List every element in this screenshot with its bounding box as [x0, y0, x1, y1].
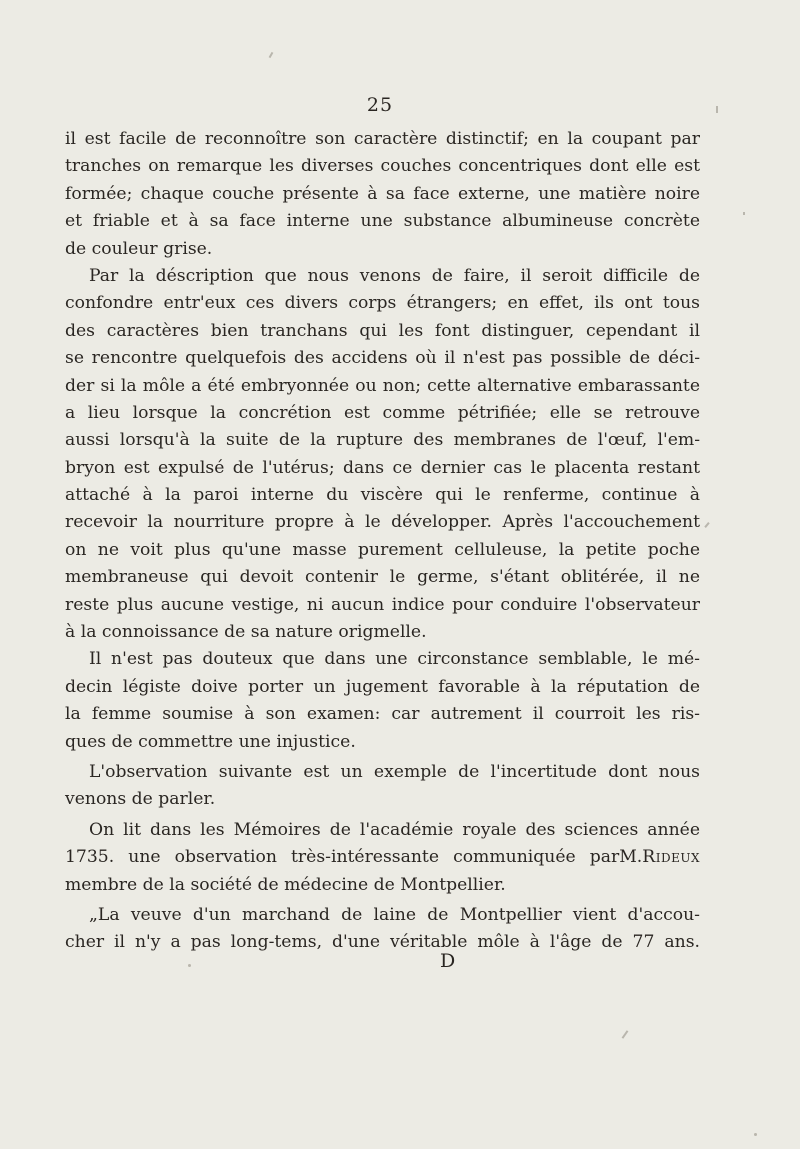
text-line: des caractères bien tranchans qui les font distinguer, cependant il — [65, 320, 700, 341]
text-line: membre de la société de médecine de Montpellier. — [65, 874, 506, 895]
text-line: tranches on remarque les diverses couches concentriques dont elle est — [65, 156, 700, 177]
text-line: Il n'est pas douteux que dans une circonstance semblable, le mé- — [89, 649, 700, 670]
text-line: „La veuve d'un marchand de laine de Montpellier vient d'accou- — [89, 904, 700, 925]
text-line: a lieu lorsque la concrétion est comme pétrifiée; elle se retrouve — [65, 402, 700, 423]
text-line: recevoir la nourriture propre à le développer. Après l'accouchement — [65, 512, 700, 533]
text-line: et friable et à sa face interne une substance albumineuse concrète — [65, 211, 700, 232]
text-line: venons de parler. — [65, 789, 216, 810]
body-text — [65, 126, 700, 957]
text-line: attaché à la paroi interne du viscère qui le renferme, continue à — [65, 485, 700, 506]
paragraph-1 — [65, 126, 700, 263]
text-line: on ne voit plus qu'une masse purement celluleuse, la petite poche — [65, 539, 700, 560]
text-line: der si la môle a été embryonnée ou non; cette alternative embarassante — [65, 375, 700, 396]
signature-mark: D — [440, 950, 457, 972]
text-line: cher il n'y a pas long-tems, d'une véritable môle à l'âge de 77 ans. — [65, 932, 700, 953]
text-line: Par la déscription que nous venons de faire, il seroit difficile de — [89, 265, 700, 286]
text-line: aussi lorsqu'à la suite de la rupture des membranes de l'œuf, l'em- — [65, 430, 700, 451]
paragraph-3 — [65, 646, 700, 756]
text-line: de couleur grise. — [65, 238, 213, 259]
paragraph-6 — [65, 902, 700, 957]
text-line: il est facile de reconnoître son caractère distinctif; en la coupant par — [65, 129, 700, 149]
text-line: la femme soumise à son examen: car autrement il courroit les ris- — [65, 704, 700, 725]
paragraph-5 — [65, 817, 700, 899]
paragraph-2 — [65, 263, 700, 646]
text-line — [65, 844, 700, 871]
text-line: formée; chaque couche présente à sa face externe, une matière noire — [65, 183, 700, 204]
page-number: 25 — [366, 94, 394, 116]
text-line: reste plus aucune vestige, ni aucun indice pour conduire l'observateur — [65, 594, 700, 615]
text-line: ques de commettre une injustice. — [65, 731, 356, 752]
text-line: L'observation suivante est un exemple de l'incertitude dont nous — [89, 761, 700, 782]
paragraph-4 — [65, 759, 700, 814]
text-fragment: 1735. une observation très-intéressante communiquée parM. — [65, 847, 643, 868]
text-line: membraneuse qui devoit contenir le germe, s'étant oblitérée, il ne — [65, 567, 700, 588]
text-line: decin légiste doive porter un jugement favorable à la réputation de — [65, 676, 700, 697]
text-line: à la connoissance de sa nature origmelle. — [65, 622, 427, 643]
author-name: Rideux — [642, 847, 700, 868]
text-line: On lit dans les Mémoires de l'académie royale des sciences année — [89, 819, 700, 840]
text-line: confondre entr'eux ces divers corps étrangers; en effet, ils ont tous — [65, 293, 700, 314]
text-line: bryon est expulsé de l'utérus; dans ce dernier cas le placenta restant — [65, 457, 700, 478]
text-line: se rencontre quelquefois des accidens où il n'est pas possible de déci- — [65, 348, 700, 369]
